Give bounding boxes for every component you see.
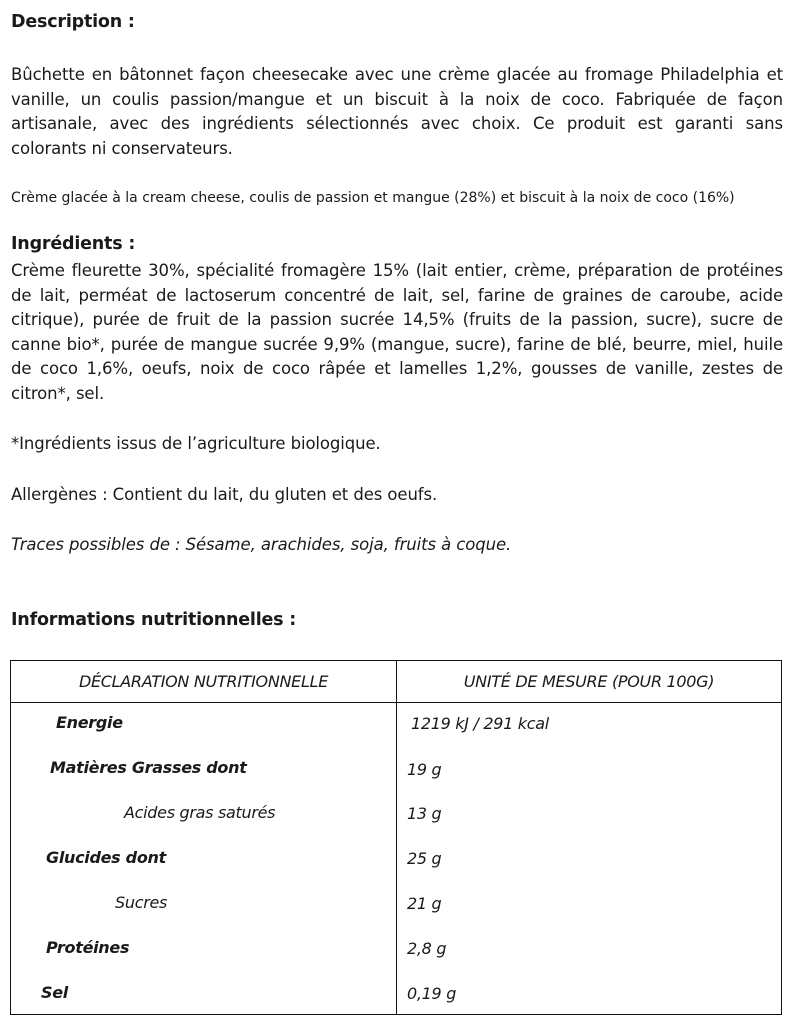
ingredients-text: Crème fleurette 30%, spécialité fromagère 15% (lait entier, crème, préparation de protéines de lait, perméat de lactoserum concentré de lait, sel, farine de graines de caroube, acide citrique), purée de fruit de la passion sucrée 14,5% (fruits de la passion, sucre), sucre de canne bio*, purée de mangue sucrée 9,9% (mangue, sucre), farine de blé, beurre, miel, huile de coco 1,6%, oeufs, noix de coco râpée et lamelles 1,2%, gousses de vanille, zestes de citron*, sel. [11,261,783,403]
row-label-sucres: Sucres [115,893,168,912]
row-label-energie: Energie [56,713,123,732]
traces-text: Traces possibles de : Sésame, arachides, soja, fruits à coque. [11,535,512,554]
ingredients-heading: Ingrédients : [11,234,136,254]
row-value-sucres: 21 g [407,894,442,913]
description-subtitle: Crème glacée à la cream cheese, coulis de passion et mangue (28%) et biscuit à la noix de coco (16%) [11,190,735,206]
row-label-acides-gras: Acides gras saturés [124,803,276,822]
row-value-energie: 1219 kJ / 291 kcal [411,714,549,733]
description-heading: Description : [11,12,135,32]
row-value-sel: 0,19 g [407,984,457,1003]
column-header-unit: UNITÉ DE MESURE (POUR 100G) [463,672,715,691]
description-paragraph: Bûchette en bâtonnet façon cheesecake avec une crème glacée au fromage Philadelphia et vanille, un coulis passion/mangue et un biscuit à la noix de coco. Fabriquée de façon artisanale, avec des ingrédients sélectionnés avec choix. Ce produit est garanti sans colorants ni conservateurs. [11,65,783,158]
row-label-glucides: Glucides dont [46,848,166,867]
row-label-proteines: Protéines [46,938,130,957]
column-divider [396,661,397,1014]
row-label-sel: Sel [41,983,68,1002]
nutrition-heading: Informations nutritionnelles : [11,610,297,630]
row-value-proteines: 2,8 g [407,939,447,958]
row-value-acides-gras: 13 g [407,804,442,823]
nutrition-table [10,660,782,1015]
row-label-matieres-grasses: Matières Grasses dont [50,758,247,777]
column-header-declaration: DÉCLARATION NUTRITIONNELLE [78,672,329,691]
allergens-text: Allergènes : Contient du lait, du gluten et des oeufs. [11,485,438,504]
organic-note: *Ingrédients issus de l’agriculture biologique. [11,434,381,453]
row-value-matieres-grasses: 19 g [407,760,442,779]
row-value-glucides: 25 g [407,849,442,868]
